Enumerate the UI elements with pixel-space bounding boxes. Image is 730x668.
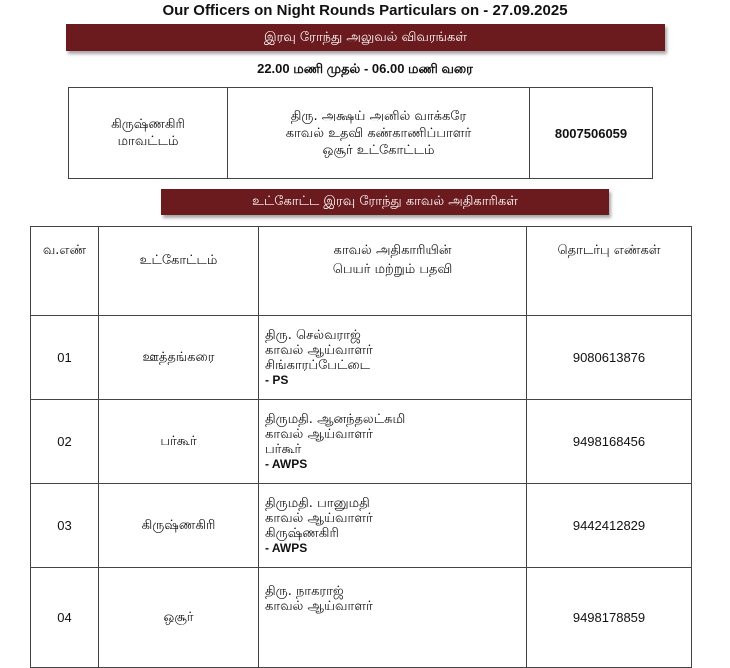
row-phone: 9442412829 [527, 484, 692, 568]
district-officer-box [68, 87, 653, 179]
row-phone: 9080613876 [527, 316, 692, 400]
row-serial: 04 [31, 568, 99, 668]
district-officer-rank: காவல் உதவி கண்காணிப்பாளர் [285, 125, 472, 141]
district-officer-subdivision: ஒசூர் உட்கோட்டம் [322, 142, 435, 158]
district-name-line1: கிருஷ்ணகிரி [111, 117, 185, 132]
station-name: கிருஷ்ணகிரி [265, 525, 339, 541]
officer-station [265, 358, 526, 388]
header-officer [259, 227, 527, 316]
officers-table [30, 226, 692, 668]
header-officer-line1: காவல் அதிகாரியின் [333, 243, 452, 258]
timing-text: 22.00 மணி முதல் - 06.00 மணி வரை [257, 61, 473, 76]
officer-station [265, 442, 526, 472]
district-officer-name: திரு. அக்ஷய் அனில் வாக்கரே [290, 108, 467, 124]
row-phone: 9498178859 [527, 568, 692, 668]
district-officer-cell [228, 88, 530, 178]
officer-name: திரு. செல்வராஜ் [265, 327, 361, 343]
station-type: - AWPS [265, 540, 308, 555]
officer-rank: காவல் ஆய்வாளர் [265, 510, 373, 526]
station-type: - PS [265, 372, 289, 387]
header-subdivision: உட்கோட்டம் [99, 227, 259, 316]
district-name-cell [69, 88, 228, 178]
subdivision-officers-banner: உட்கோட்ட இரவு ரோந்து காவல் அதிகாரிகள் [161, 189, 609, 215]
table-row [31, 568, 692, 668]
row-serial: 02 [31, 400, 99, 484]
officer-station [265, 526, 526, 556]
table-row [31, 316, 692, 400]
officer-rank: காவல் ஆய்வாளர் [265, 342, 373, 358]
station-name: பர்கூர் [265, 441, 302, 457]
row-officer [259, 316, 527, 400]
header-serial: வ.எண் [31, 227, 99, 316]
station-name: சிங்காரப்பேட்டை [265, 357, 370, 373]
night-rounds-banner: இரவு ரோந்து அலுவல் விவரங்கள் [66, 24, 665, 51]
header-contact: தொடர்பு எண்கள் [527, 227, 692, 316]
page-title: Our Officers on Night Rounds Particulars on - 27.09.2025 [162, 2, 568, 19]
station-type: - AWPS [265, 456, 308, 471]
row-officer [259, 484, 527, 568]
row-subdivision: பர்கூர் [99, 400, 259, 484]
row-subdivision: கிருஷ்ணகிரி [99, 484, 259, 568]
row-phone: 9498168456 [527, 400, 692, 484]
officer-name: திருமதி. பானுமதி [265, 495, 370, 511]
header-officer-line2: பெயர் மற்றும் பதவி [332, 262, 453, 277]
district-name-line2: மாவட்டம் [117, 134, 179, 149]
row-subdivision: ஒசூர் [99, 568, 259, 668]
table-row [31, 484, 692, 568]
table-row [31, 400, 692, 484]
officer-name: திரு. நாகராஜ் [265, 584, 344, 599]
officer-name: திருமதி. ஆனந்தலட்சுமி [265, 411, 406, 427]
row-serial: 01 [31, 316, 99, 400]
officer-rank: காவல் ஆய்வாளர் [265, 426, 373, 442]
row-officer [259, 400, 527, 484]
row-serial: 03 [31, 484, 99, 568]
row-subdivision: ஊத்தங்கரை [99, 316, 259, 400]
row-officer [259, 568, 527, 668]
district-officer-phone: 8007506059 [554, 125, 628, 141]
officer-rank: காவல் ஆய்வாளர் [265, 599, 373, 614]
table-header-row [31, 227, 692, 316]
